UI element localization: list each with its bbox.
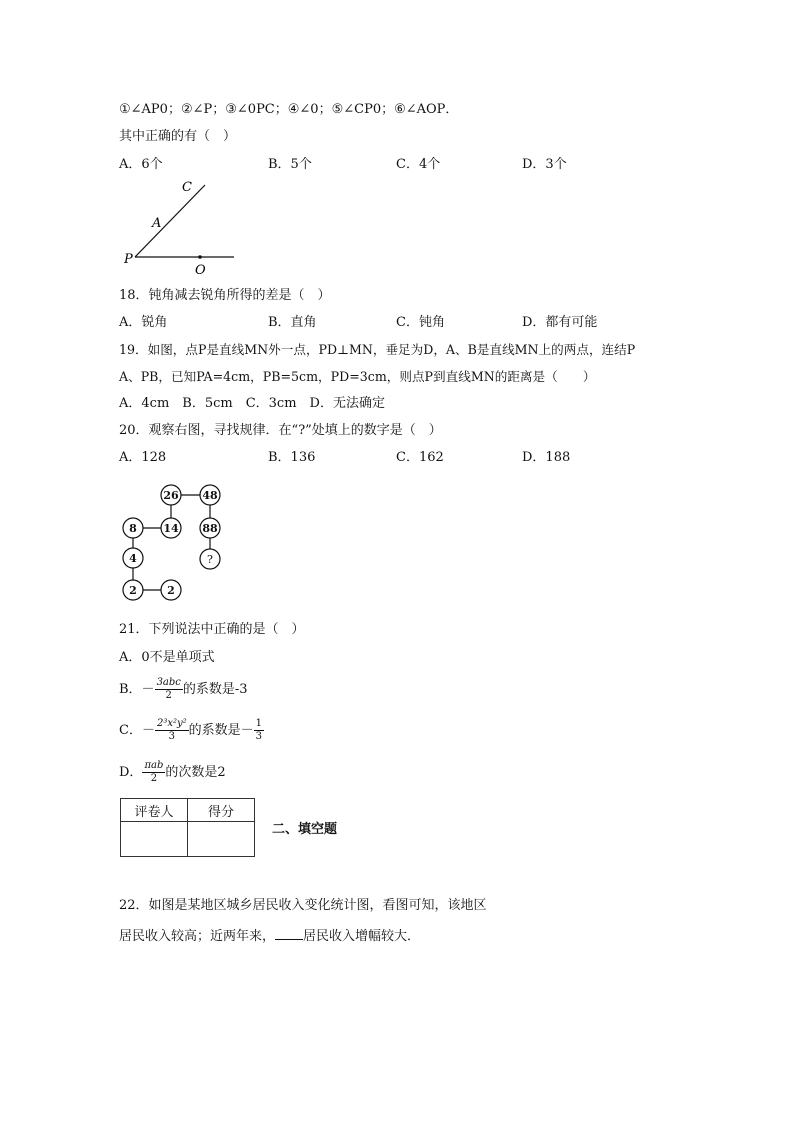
q17-question: 其中正确的有（ ）: [119, 129, 237, 144]
q22-line-2: [119, 925, 420, 946]
q21-d-fraction: [142, 760, 165, 785]
q21-c-result-denominator: 3: [255, 731, 263, 742]
node-4-label: 4: [129, 552, 137, 565]
label-a: A: [152, 216, 162, 231]
q21-c-denominator: 3: [168, 731, 175, 742]
q19-options: A．4cm B．5cm C．3cm D．无法确定: [119, 396, 385, 411]
label-c: C: [182, 180, 192, 195]
q18-option-c: C．钝角: [396, 315, 445, 330]
q17-option-c: C．4个: [396, 157, 441, 172]
node-48-label: 48: [202, 489, 218, 502]
q21-question: 21．下列说法中正确的是（ ）: [119, 622, 305, 637]
q21-option-c: [119, 716, 264, 746]
q21-b-numerator: 3abc: [156, 677, 181, 688]
node-88-label: 88: [202, 522, 218, 535]
label-o: O: [195, 263, 206, 276]
point-o: [198, 255, 202, 259]
q21-b-denominator: 2: [165, 690, 172, 701]
q20-option-d: D．188: [522, 450, 571, 465]
q21-c-fraction: [155, 718, 189, 743]
q21-b-prefix: B．－: [119, 682, 155, 697]
q20-option-c: C．162: [396, 450, 444, 465]
q22-answer-blank[interactable]: [275, 925, 303, 940]
q21-d-prefix: D．: [119, 765, 143, 780]
label-p: P: [124, 252, 133, 267]
q21-option-b: [119, 675, 248, 705]
node-26-label: 26: [163, 489, 179, 502]
score-table-header-score: 得分: [188, 799, 255, 822]
q21-d-numerator: πab: [144, 760, 164, 771]
q21-c-result-numerator: 1: [255, 718, 263, 729]
q20-option-a: A．128: [119, 450, 167, 465]
q22-line-2-end: 居民收入增幅较大．: [303, 929, 421, 944]
q21-d-denominator: 2: [150, 773, 158, 784]
node-8-label: 8: [129, 522, 137, 535]
q21-c-prefix: C．－: [119, 723, 155, 738]
node-question-label: ?: [207, 553, 213, 566]
q21-option-a: A．0不是单项式: [119, 650, 215, 665]
q17-option-b: B．5个: [268, 157, 312, 172]
q17-angle-figure: [118, 176, 248, 276]
q22-line-1: 22．如图是某地区城乡居民收入变化统计图，看图可知，该地区: [119, 898, 487, 913]
q21-b-suffix: 的系数是-3: [182, 682, 248, 697]
ray-pc: [135, 185, 205, 257]
q18-question: 18．钝角减去锐角所得的差是（ ）: [119, 288, 331, 303]
q17-option-a: A．6个: [119, 157, 163, 172]
node-2-left-label: 2: [129, 584, 137, 597]
q22-line-2-start: 居民收入较高；近两年来，: [119, 929, 276, 944]
node-14-label: 14: [163, 522, 179, 535]
q19-line-1: 19．如图，点P是直线MN外一点，PD⊥MN，垂足为D，A、B是直线MN上的两点，连结P: [119, 342, 636, 357]
q19-line-2: A、PB，已知PA=4cm，PB=5cm，PD=3cm，则点P到直线MN的距离是（ ）: [119, 369, 596, 384]
q21-option-d: [119, 758, 226, 788]
q18-option-a: A．锐角: [119, 315, 168, 330]
q20-option-b: B．136: [268, 450, 316, 465]
q17-items: ①∠AP0；②∠P；③∠0PC；④∠0；⑤∠CP0；⑥∠AOP．: [119, 102, 459, 117]
q18-option-b: B．直角: [268, 315, 317, 330]
q21-c-numerator: 2³x²y²: [156, 718, 187, 729]
q20-number-chain-figure: [112, 480, 232, 605]
q21-b-fraction: [155, 677, 183, 702]
q20-question: 20．观察右图，寻找规律．在“?”处填上的数字是（ ）: [119, 423, 442, 438]
score-table-grader-cell[interactable]: [121, 822, 188, 857]
q21-c-result-fraction: [254, 718, 264, 743]
section-title: 二、填空题: [272, 822, 338, 837]
node-2-right-label: 2: [167, 584, 175, 597]
q17-option-d: D．3个: [522, 157, 567, 172]
q18-option-d: D．都有可能: [522, 315, 598, 330]
score-table-header-grader: 评卷人: [121, 799, 188, 822]
score-table: [120, 798, 255, 857]
q21-c-suffix: 的系数是－: [188, 723, 254, 738]
score-table-score-cell[interactable]: [188, 822, 255, 857]
q21-d-suffix: 的次数是2: [165, 765, 226, 780]
